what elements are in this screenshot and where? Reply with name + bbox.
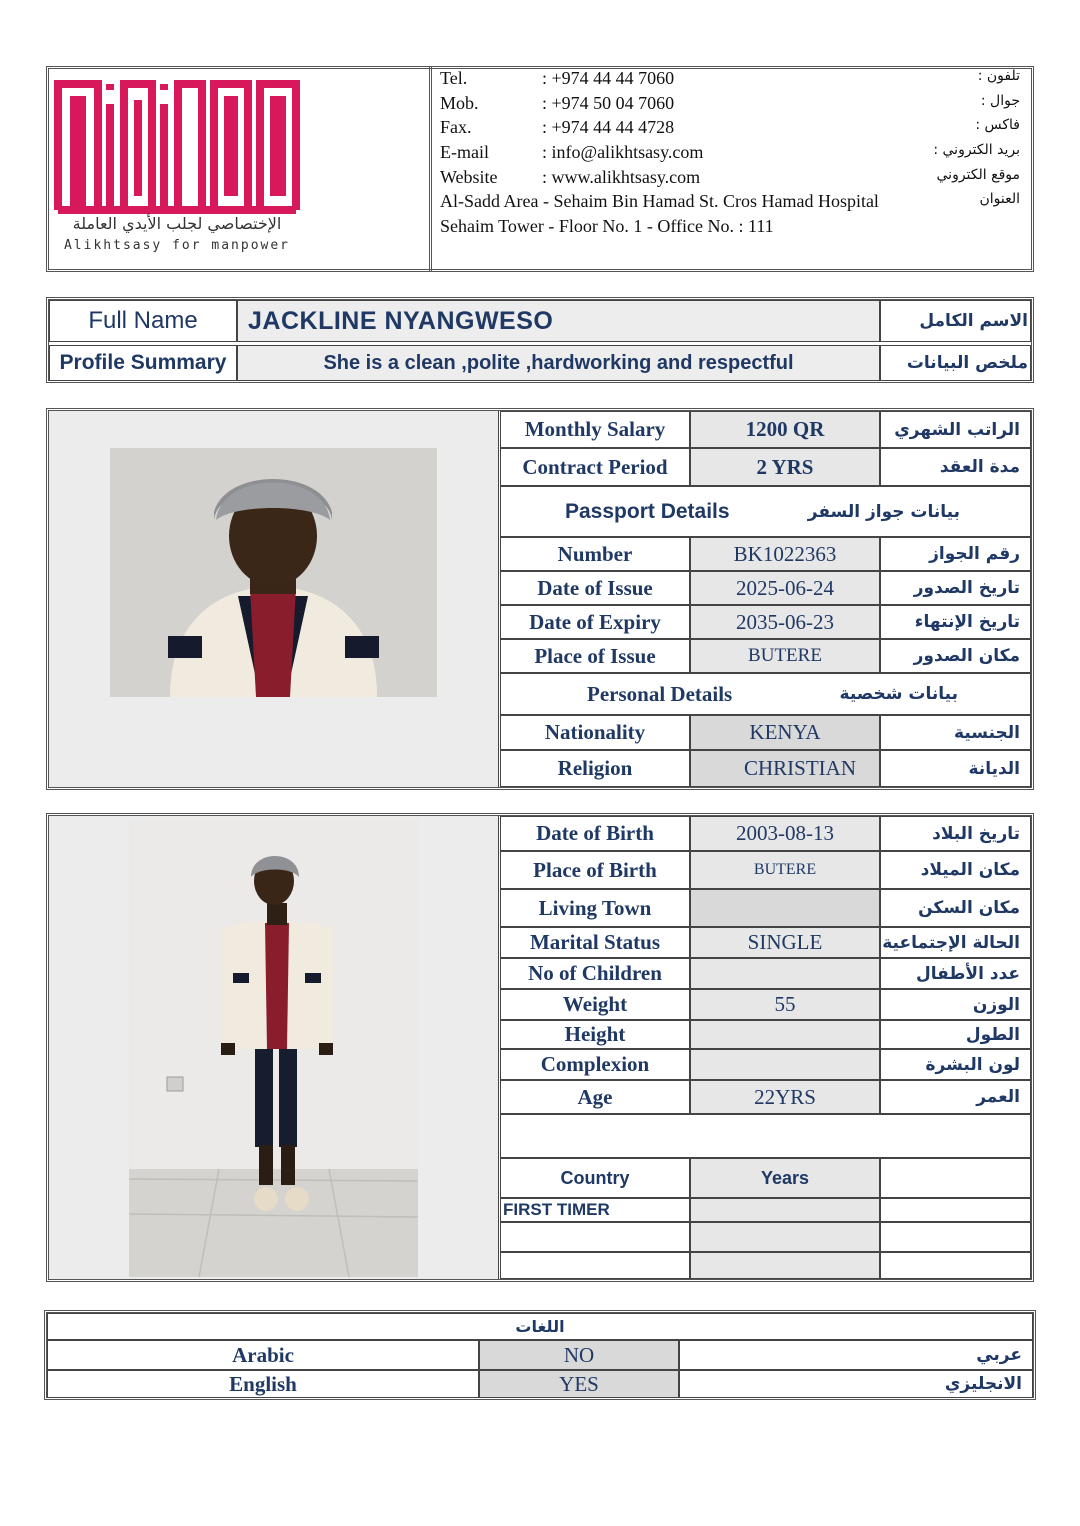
logo-mark bbox=[52, 78, 302, 218]
contact-key: Tel. bbox=[440, 68, 468, 88]
complexion-label: Complexion bbox=[500, 1049, 690, 1080]
weight-arabic: الوزن bbox=[880, 989, 1031, 1020]
religion-label: Religion bbox=[500, 750, 690, 787]
personal-heading-en: Personal Details bbox=[587, 681, 733, 706]
full-name-arabic: الاسم الكامل bbox=[880, 300, 1031, 342]
company-logo bbox=[52, 78, 302, 258]
address-text: Sehaim Tower - Floor No. 1 - Office No. : 111 bbox=[440, 216, 774, 236]
language-arabic-label: Arabic bbox=[47, 1340, 479, 1370]
height-arabic: الطول bbox=[880, 1020, 1031, 1049]
weight-label: Weight bbox=[500, 989, 690, 1020]
profile-summary-arabic: ملخص البيانات bbox=[880, 345, 1031, 381]
living-town-arabic: مكان السكن bbox=[880, 889, 1031, 927]
address-line-2 bbox=[440, 216, 1020, 240]
experience-extra-header bbox=[880, 1158, 1031, 1198]
personal-heading-ar: بيانات شخصية bbox=[839, 684, 958, 704]
height-value bbox=[690, 1020, 880, 1049]
language-english-arabic: الانجليزي bbox=[679, 1370, 1033, 1398]
expiry-date-label: Date of Expiry bbox=[500, 605, 690, 639]
contact-arabic: بريد الكتروني : bbox=[933, 142, 1020, 158]
weight-value: 55 bbox=[690, 989, 880, 1020]
contact-value[interactable]: : info@alikhtsasy.com bbox=[542, 142, 704, 162]
portrait-photo bbox=[110, 448, 437, 697]
pob-label: Place of Birth bbox=[500, 851, 690, 889]
language-arabic-value: NO bbox=[479, 1340, 679, 1370]
experience-row bbox=[500, 1222, 690, 1252]
languages-heading: اللغات bbox=[47, 1313, 1033, 1340]
language-english-label: English bbox=[47, 1370, 479, 1398]
experience-years bbox=[690, 1222, 880, 1252]
profile-summary-value: She is a clean ,polite ,hardworking and respectful bbox=[237, 345, 880, 381]
issue-date-value: 2025-06-24 bbox=[690, 571, 880, 605]
issue-place-label: Place of Issue bbox=[500, 639, 690, 673]
children-label: No of Children bbox=[500, 958, 690, 989]
contact-fax bbox=[440, 117, 1020, 141]
address-line-1 bbox=[440, 191, 1020, 215]
children-arabic: عدد الأطفال bbox=[880, 958, 1031, 989]
passport-heading-en: Passport Details bbox=[565, 499, 730, 523]
experience-row bbox=[500, 1252, 690, 1279]
dob-arabic: تاريخ البلاد bbox=[880, 816, 1031, 851]
religion-arabic: الديانة bbox=[880, 750, 1031, 787]
passport-number-label: Number bbox=[500, 537, 690, 571]
logo-english-text: Alikhtsasy for manpower bbox=[63, 238, 290, 253]
experience-country-header: Country bbox=[500, 1158, 690, 1198]
contact-value[interactable]: : www.alikhtsasy.com bbox=[542, 167, 701, 187]
experience-years-header: Years bbox=[690, 1158, 880, 1198]
contact-arabic: تلفون : bbox=[977, 68, 1020, 84]
contact-key: Mob. bbox=[440, 93, 479, 113]
contract-value: 2 YRS bbox=[690, 448, 880, 486]
contact-key: E-mail bbox=[440, 142, 489, 162]
personal-details-heading bbox=[500, 673, 1031, 715]
passport-number-value: BK1022363 bbox=[690, 537, 880, 571]
experience-extra bbox=[880, 1222, 1031, 1252]
contact-key: Fax. bbox=[440, 117, 472, 137]
salary-arabic: الراتب الشهري bbox=[880, 411, 1031, 448]
full-body-photo bbox=[129, 819, 418, 1277]
profile-summary-label: Profile Summary bbox=[49, 345, 237, 381]
nationality-label: Nationality bbox=[500, 715, 690, 750]
contact-website bbox=[440, 167, 1020, 191]
marital-status-label: Marital Status bbox=[500, 927, 690, 958]
contact-key: Website bbox=[440, 167, 498, 187]
contract-label: Contract Period bbox=[500, 448, 690, 486]
height-label: Height bbox=[500, 1020, 690, 1049]
dob-label: Date of Birth bbox=[500, 816, 690, 851]
spacer-row bbox=[500, 1114, 1031, 1158]
age-value: 22YRS bbox=[690, 1080, 880, 1114]
salary-value: 1200 QR bbox=[690, 411, 880, 448]
pob-arabic: مكان الميلاد bbox=[880, 851, 1031, 889]
contact-email bbox=[440, 142, 1020, 166]
dob-value: 2003-08-13 bbox=[690, 816, 880, 851]
passport-details-heading bbox=[500, 486, 1031, 537]
marital-status-arabic: الحالة الإجتماعية bbox=[880, 927, 1031, 958]
language-english-value: YES bbox=[479, 1370, 679, 1398]
nationality-arabic: الجنسية bbox=[880, 715, 1031, 750]
issue-place-arabic: مكان الصدور bbox=[880, 639, 1031, 673]
children-value bbox=[690, 958, 880, 989]
experience-years bbox=[690, 1252, 880, 1279]
pob-value: BUTERE bbox=[690, 851, 880, 889]
passport-number-arabic: رقم الجواز bbox=[880, 537, 1031, 571]
full-name-value: JACKLINE NYANGWESO bbox=[237, 300, 880, 342]
expiry-date-arabic: تاريخ الإنتهاء bbox=[880, 605, 1031, 639]
contact-arabic: موقع الكتروني bbox=[936, 167, 1020, 183]
full-name-label: Full Name bbox=[49, 300, 237, 342]
religion-value: CHRISTIAN bbox=[690, 750, 880, 787]
experience-years bbox=[690, 1198, 880, 1222]
contact-value: : +974 50 04 7060 bbox=[542, 93, 675, 113]
logo-arabic-text: الإختصاصي لجلب الأيدي العاملة bbox=[72, 214, 282, 233]
contact-arabic: فاكس : bbox=[975, 117, 1020, 133]
contact-tel bbox=[440, 68, 1020, 92]
nationality-value: KENYA bbox=[690, 715, 880, 750]
address-text: Al-Sadd Area - Sehaim Bin Hamad St. Cros Hamad Hospital bbox=[440, 191, 879, 211]
passport-heading-ar: بيانات جواز السفر bbox=[807, 501, 960, 522]
expiry-date-value: 2035-06-23 bbox=[690, 605, 880, 639]
marital-status-value: SINGLE bbox=[690, 927, 880, 958]
experience-row: FIRST TIMER bbox=[500, 1198, 690, 1222]
address-arabic: العنوان bbox=[979, 191, 1020, 207]
salary-label: Monthly Salary bbox=[500, 411, 690, 448]
experience-extra bbox=[880, 1198, 1031, 1222]
contact-value: : +974 44 44 4728 bbox=[542, 117, 675, 137]
contact-value: : +974 44 44 7060 bbox=[542, 68, 675, 88]
contract-arabic: مدة العقد bbox=[880, 448, 1031, 486]
experience-extra bbox=[880, 1252, 1031, 1279]
issue-date-label: Date of Issue bbox=[500, 571, 690, 605]
age-label: Age bbox=[500, 1080, 690, 1114]
language-arabic-arabic: عربي bbox=[679, 1340, 1033, 1370]
complexion-value bbox=[690, 1049, 880, 1080]
complexion-arabic: لون البشرة bbox=[880, 1049, 1031, 1080]
living-town-value bbox=[690, 889, 880, 927]
letterhead-divider bbox=[429, 67, 432, 271]
contact-mob bbox=[440, 93, 1020, 117]
issue-place-value: BUTERE bbox=[690, 639, 880, 673]
issue-date-arabic: تاريخ الصدور bbox=[880, 571, 1031, 605]
age-arabic: العمر bbox=[880, 1080, 1031, 1114]
living-town-label: Living Town bbox=[500, 889, 690, 927]
contact-arabic: جوال : bbox=[980, 93, 1020, 109]
